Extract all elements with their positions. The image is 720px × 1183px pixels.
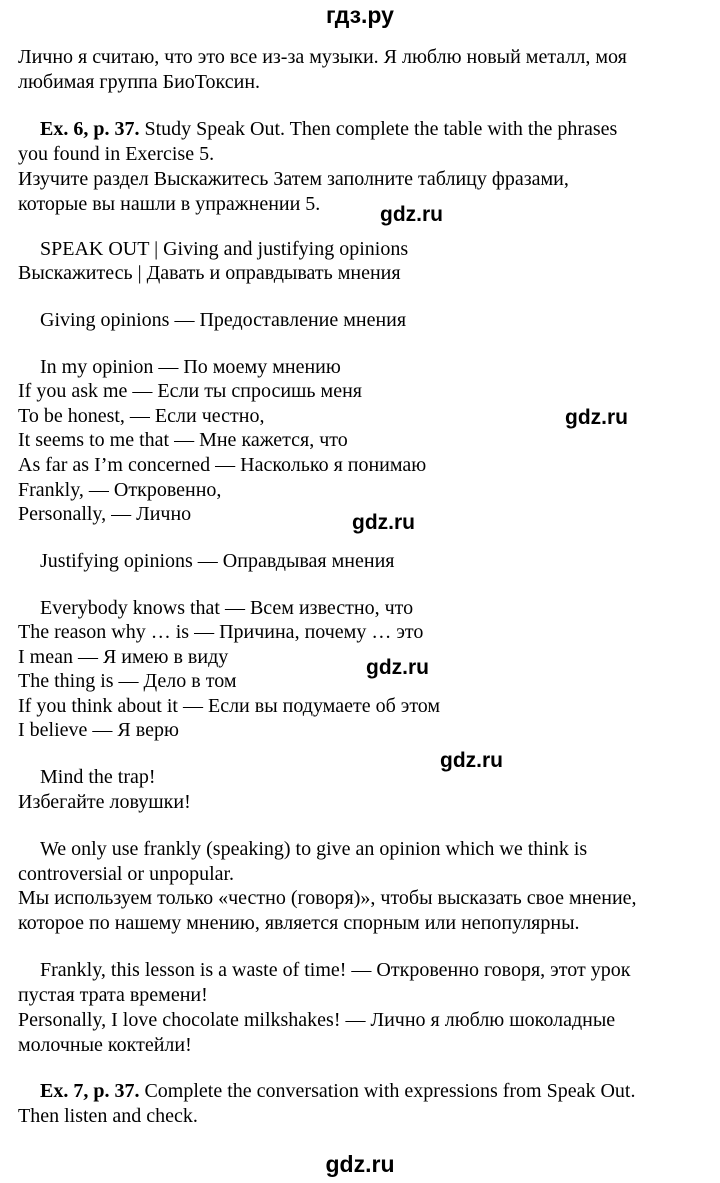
note-translation: которое по нашему мнению, является спорным или непопулярны.: [18, 912, 580, 934]
paragraph-line: Лично я считаю, что это все из-за музыки. Я люблю новый металл, моя: [18, 46, 627, 68]
note-line: controversial or unpopular.: [18, 863, 235, 885]
example-line: Frankly, this lesson is a waste of time! — Откровенно говоря, этот урок: [40, 959, 631, 981]
site-watermark: gdz.ru: [440, 749, 503, 772]
mind-the-trap-heading: Mind the trap!: [40, 766, 156, 788]
mind-the-trap-translation: Избегайте ловушки!: [18, 791, 191, 813]
phrase-item: If you ask me — Если ты спросишь меня: [18, 380, 362, 402]
phrase-item: Personally, — Лично: [18, 503, 192, 525]
example-line: молочные коктейли!: [18, 1034, 192, 1056]
phrase-item: The thing is — Дело в том: [18, 670, 237, 692]
exercise-6-label: Ex. 6, p. 37.: [40, 118, 140, 140]
exercise-7-instruction: Complete the conversation with expressions from Speak Out.: [139, 1080, 636, 1102]
site-watermark-bottom: gdz.ru: [325, 1151, 395, 1177]
phrase-item: Frankly, — Откровенно,: [18, 479, 222, 501]
exercise-7-line: Then listen and check.: [18, 1105, 198, 1127]
phrase-item: To be honest, — Если честно,: [18, 405, 265, 427]
example-line: Personally, I love chocolate milkshakes! — Лично я люблю шоколадные: [18, 1009, 616, 1031]
site-watermark: gdz.ru: [352, 511, 415, 534]
example-line: пустая трата времени!: [18, 984, 208, 1006]
site-watermark: gdz.ru: [380, 203, 443, 226]
exercise-6-translation: которые вы нашли в упражнении 5.: [18, 193, 321, 215]
exercise-6-instruction: Study Speak Out. Then complete the table with the phrases: [139, 118, 618, 140]
phrase-item: If you think about it — Если вы подумаете об этом: [18, 695, 441, 717]
site-watermark-top: гдз.ру: [326, 2, 394, 28]
site-watermark: gdz.ru: [366, 656, 429, 679]
note-line: We only use frankly (speaking) to give an opinion which we think is: [40, 838, 588, 860]
speak-out-title-translation: Выскажитесь | Давать и оправдывать мнения: [18, 262, 401, 284]
phrase-item: I believe — Я верю: [18, 719, 179, 741]
giving-opinions-heading: Giving opinions — Предоставление мнения: [40, 309, 407, 331]
exercise-7-label: Ex. 7, p. 37.: [40, 1080, 140, 1102]
phrase-item: Everybody knows that — Всем известно, что: [40, 597, 414, 619]
exercise-6-heading: [40, 117, 617, 142]
note-translation: Мы используем только «честно (говоря)», чтобы высказать свое мнение,: [18, 887, 637, 909]
exercise-7-heading: [40, 1079, 635, 1104]
justifying-opinions-heading: Justifying opinions — Оправдывая мнения: [40, 550, 395, 572]
phrase-item: In my opinion — По моему мнению: [40, 356, 341, 378]
phrase-item: As far as I’m concerned — Насколько я понимаю: [18, 454, 427, 476]
speak-out-title: SPEAK OUT | Giving and justifying opinions: [40, 238, 409, 260]
phrase-item: I mean — Я имею в виду: [18, 646, 229, 668]
exercise-6-line: you found in Exercise 5.: [18, 143, 215, 165]
paragraph-line: любимая группа БиоТоксин.: [18, 71, 261, 93]
exercise-6-translation: Изучите раздел Выскажитесь Затем заполните таблицу фразами,: [18, 168, 569, 190]
site-watermark: gdz.ru: [565, 406, 628, 429]
phrase-item: The reason why … is — Причина, почему … это: [18, 621, 424, 643]
phrase-item: It seems to me that — Мне кажется, что: [18, 429, 348, 451]
